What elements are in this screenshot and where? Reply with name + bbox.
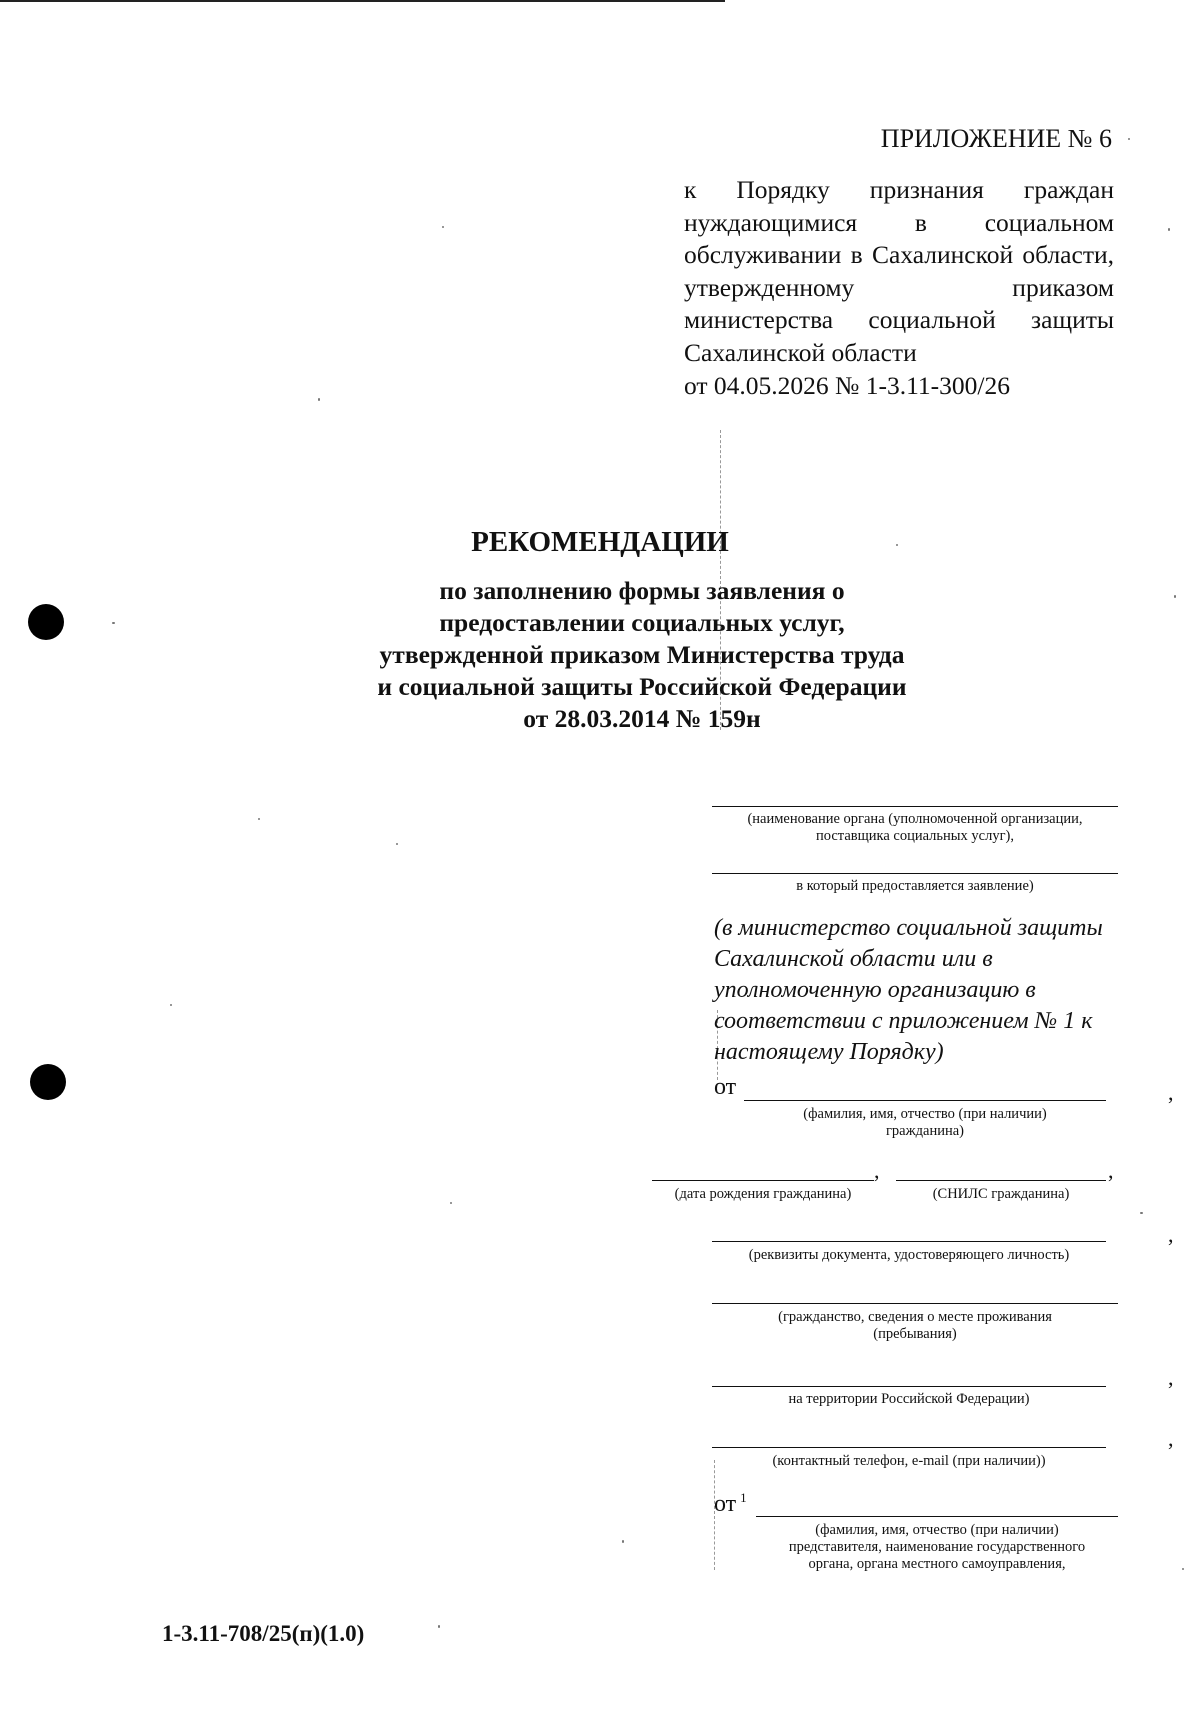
scan-speck	[1182, 1568, 1184, 1570]
scan-speck	[318, 398, 320, 401]
caption-line: (гражданство, сведения о месте проживания	[778, 1309, 1052, 1325]
caption-line: (фамилия, имя, отчество (при наличии)	[815, 1522, 1059, 1538]
appendix-title: ПРИЛОЖЕНИЕ № 6	[880, 124, 1112, 153]
caption-organ	[712, 811, 1118, 845]
comma-mark: ,	[1168, 1426, 1174, 1451]
punch-hole-bottom	[30, 1064, 66, 1100]
caption-line: (пребывания)	[873, 1326, 957, 1342]
italic-line: настоящему Порядку)	[714, 1039, 944, 1065]
comma-mark: ,	[1108, 1158, 1114, 1183]
scan-edge-line	[0, 0, 725, 2]
caption-line: поставщика социальных услуг),	[816, 828, 1014, 844]
italic-line: Сахалинской области или в	[714, 946, 993, 972]
subtitle-line: утвержденной приказом Министерства труда	[379, 640, 905, 669]
organ-name-field-line-2[interactable]	[712, 873, 1118, 874]
recommendations-title: РЕКОМЕНДАЦИИ	[471, 526, 729, 558]
snils-field-line[interactable]	[896, 1180, 1106, 1181]
caption-line: гражданина)	[885, 1123, 964, 1139]
appendix-reference-text: к Порядку признания граждан нуждающимися в социальном обслуживании в Сахалинской области, утвержденному приказом министерства социальной защиты Сахалинской области	[684, 175, 1114, 367]
comma-mark: ,	[874, 1158, 880, 1183]
document-registration-code: 1-3.11-708/25(п)(1.0)	[162, 1621, 365, 1646]
comma-mark: ,	[1168, 1080, 1174, 1105]
guidance-italic-text	[714, 913, 1134, 1068]
caption-line: представителя, наименование государственного	[788, 1539, 1086, 1555]
caption-identity-document: (реквизиты документа, удостоверяющего личность)	[748, 1247, 1070, 1263]
identity-document-field-line[interactable]	[712, 1241, 1106, 1242]
italic-line: уполномоченную организацию в	[714, 977, 1036, 1003]
scan-speck	[1174, 595, 1176, 598]
italic-line: соответствии с приложением № 1 к	[714, 1008, 1093, 1034]
punch-hole-top	[28, 604, 64, 640]
subtitle-line: и социальной защиты Российской Федерации	[377, 672, 907, 701]
caption-representative	[756, 1522, 1118, 1573]
caption-contact: (контактный телефон, e-mail (при наличии))	[772, 1453, 1046, 1469]
citizen-name-field-line[interactable]	[744, 1100, 1106, 1101]
scan-speck	[170, 1004, 172, 1006]
scan-speck	[396, 843, 398, 845]
caption-line: (наименование органа (уполномоченной организации,	[747, 811, 1083, 827]
comma-mark: ,	[1168, 1365, 1174, 1390]
caption-birth-date: (дата рождения гражданина)	[674, 1186, 852, 1202]
subtitle-line: по заполнению формы заявления о	[439, 576, 845, 605]
caption-snils: (СНИЛС гражданина)	[932, 1186, 1070, 1202]
subtitle-line: предоставлении социальных услуг,	[439, 608, 845, 637]
scan-speck	[1140, 1212, 1143, 1214]
contact-field-line[interactable]	[712, 1447, 1106, 1448]
italic-line: (в министерство социальной защиты	[714, 915, 1103, 941]
organ-name-field-line[interactable]	[712, 806, 1118, 807]
caption-citizenship	[712, 1309, 1118, 1343]
citizenship-field-line[interactable]	[712, 1303, 1118, 1304]
from-label: от	[714, 1074, 737, 1100]
birth-date-field-line[interactable]	[652, 1180, 874, 1181]
footnote-mark: 1	[740, 1490, 747, 1505]
caption-organ-submission: в который предоставляется заявление)	[796, 878, 1034, 894]
appendix-order-date: от 04.05.2026 № 1-3.11-300/26	[684, 371, 1011, 400]
caption-citizen-name	[744, 1106, 1106, 1140]
scan-speck	[438, 1625, 440, 1628]
scan-speck	[450, 1202, 452, 1204]
residence-field-line[interactable]	[712, 1386, 1106, 1387]
scan-speck	[112, 622, 115, 624]
scan-speck	[1128, 138, 1130, 140]
from-label-text: от	[714, 1491, 737, 1517]
caption-line: органа, органа местного самоуправления,	[808, 1556, 1066, 1572]
representative-field-line[interactable]	[756, 1516, 1118, 1517]
from-representative-label	[714, 1490, 747, 1518]
scan-speck	[622, 1540, 624, 1543]
caption-line: (фамилия, имя, отчество (при наличии)	[803, 1106, 1047, 1122]
subtitle-line: от 28.03.2014 № 159н	[523, 704, 761, 733]
caption-residence-territory: на территории Российской Федерации)	[788, 1391, 1030, 1407]
comma-mark: ,	[1168, 1222, 1174, 1247]
scan-speck	[1168, 228, 1170, 231]
scan-speck	[442, 226, 444, 228]
recommendations-subtitle	[300, 575, 984, 735]
scan-speck	[258, 818, 260, 820]
